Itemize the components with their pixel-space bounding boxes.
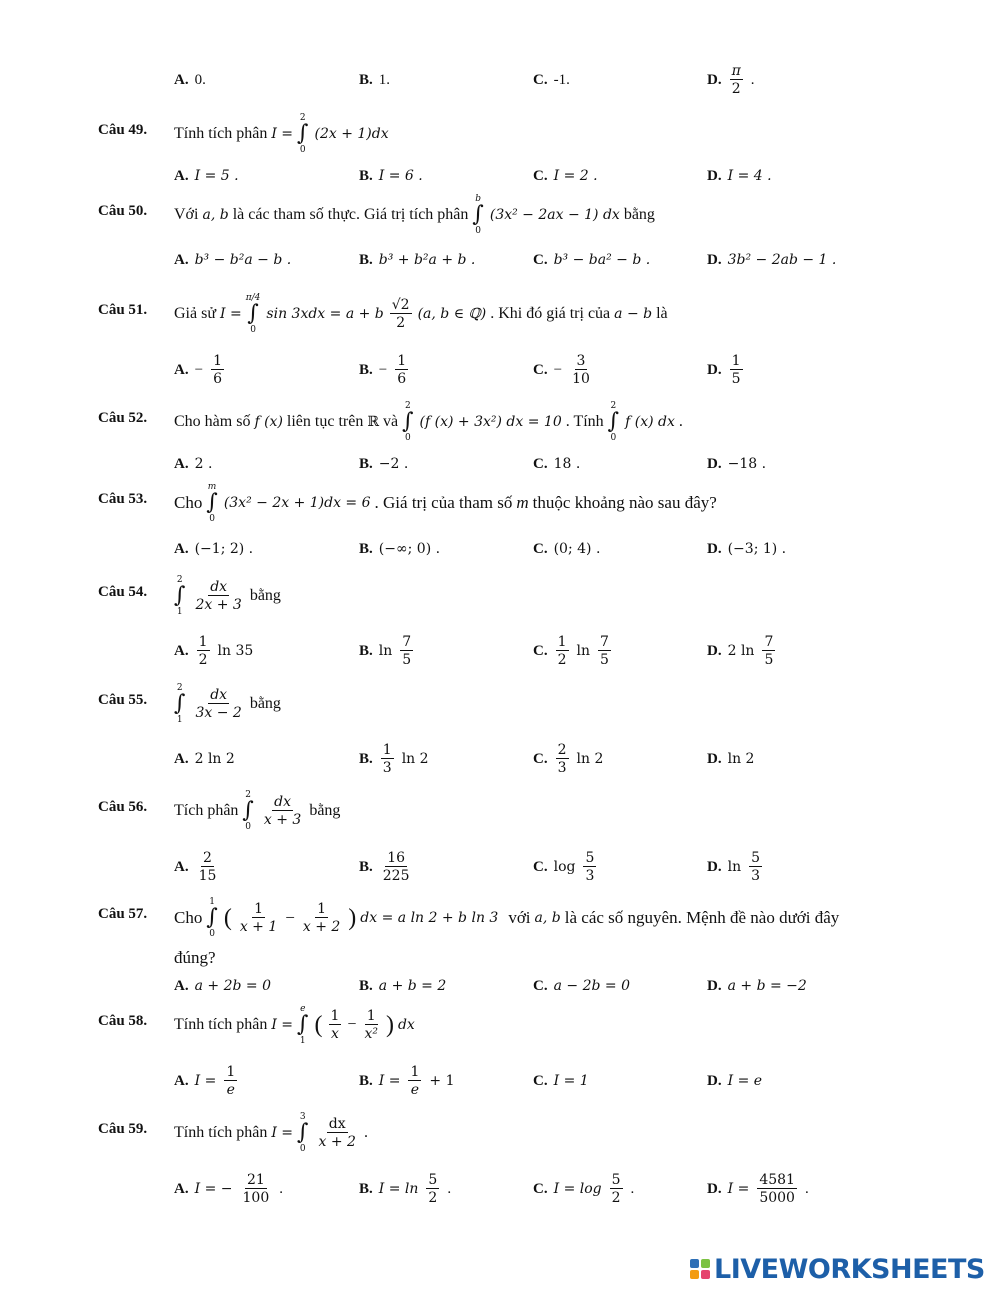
q57-option-c[interactable]: C. a − 2b = 0 — [533, 977, 630, 994]
fraction: $\frac{dx}{x + 3}$ — [263, 793, 302, 828]
fraction: $\frac{\pi}{2}$ — [731, 62, 741, 97]
fraction: $\frac{dx}{x + 2}$ — [318, 1115, 356, 1150]
q52-option-b[interactable]: B. −2 . — [359, 455, 409, 472]
question-label: Câu 54. — [98, 584, 148, 600]
q53-stem-row — [0, 483, 1000, 523]
q48-option-c[interactable]: C. -1. — [533, 71, 570, 88]
q49-option-b[interactable]: B. I = 6 . — [359, 167, 423, 184]
q51-option-a[interactable]: A. − $\frac{1}{6}$ — [174, 352, 222, 387]
q52-options — [0, 444, 1000, 484]
q54-stem-row — [0, 576, 1000, 616]
fraction: $\frac{√2}{2}$ — [391, 296, 410, 331]
q55-option-d[interactable]: D. ln 2 — [707, 750, 755, 767]
logo-text: LIVEWORKSHEETS — [714, 1253, 985, 1285]
logo-square-blue — [690, 1259, 699, 1268]
liveworksheets-logo[interactable] — [690, 1252, 985, 1286]
integral-sign: 2 ∫ 0 — [607, 401, 620, 443]
q58-option-c[interactable]: C. I = 1 — [533, 1072, 589, 1089]
q51-option-c[interactable]: C. − $\frac{3}{10}$ — [533, 352, 590, 387]
q59-options — [0, 1169, 1000, 1209]
question-stem: Cho 1 ∫ 0 ( $\frac{1}{x + 1}$ − $\frac{1}{x + 2}$ ) dx = a ln 2 + b ln 3 với a, b là các số nguyên. Mệnh đề nào dưới đây — [174, 897, 840, 939]
integral-sign: m ∫ 0 — [206, 482, 218, 524]
q59-option-c[interactable]: C. I = log $\frac{5}{2}$ . — [533, 1171, 635, 1206]
q51-options — [0, 350, 1000, 390]
q48-option-b[interactable]: B. 1. — [359, 71, 391, 88]
q50-option-c[interactable]: C. b³ − ba² − b . — [533, 251, 651, 268]
q52-stem-row — [0, 402, 1000, 442]
q49-option-a[interactable]: A. I = 5 . — [174, 167, 239, 184]
question-label: Câu 58. — [98, 1013, 148, 1029]
logo-square-orange — [690, 1270, 699, 1279]
q53-option-c[interactable]: C. (0; 4) . — [533, 540, 601, 557]
fraction: $\frac{1}{x + 2}$ — [302, 900, 341, 935]
q56-option-a[interactable]: A. $\frac{2}{15}$ — [174, 849, 217, 884]
question-label: Câu 50. — [98, 203, 148, 219]
q57-option-a[interactable]: A. a + 2b = 0 — [174, 977, 271, 994]
q55-option-c[interactable]: C. $\frac{2}{3}$ ln 2 — [533, 741, 604, 776]
q48-options — [0, 60, 1000, 100]
integral-sign: 2 ∫ 1 — [174, 575, 186, 617]
question-label: Câu 53. — [98, 491, 148, 507]
q59-option-a[interactable]: A. I = − $\frac{21}{100}$ . — [174, 1171, 283, 1206]
q51-option-d[interactable]: D. $\frac{1}{5}$ — [707, 352, 741, 387]
question-label: Câu 57. — [98, 906, 148, 922]
fraction: $\frac{1}{x}$ — [330, 1007, 340, 1042]
fraction: $\frac{1}{6}$ — [397, 352, 407, 387]
question-stem: Cho hàm số f (x) liên tục trên ℝ và 2 ∫ 0 (f (x) + 3x²) dx = 10 . Tính 2 ∫ 0 f (x) dx . — [174, 401, 683, 443]
q53-option-a[interactable]: A. (−1; 2) . — [174, 540, 254, 557]
question-stem: Tính tích phân I = e ∫ 1 ( $\frac{1}{x}$ − $\frac{1}{\text{x²}}$ ) dx — [174, 1004, 415, 1046]
q56-stem-row — [0, 791, 1000, 831]
q54-option-a[interactable]: A. $\frac{1}{2}$ ln 35 — [174, 633, 254, 668]
q49-option-d[interactable]: D. I = 4 . — [707, 167, 772, 184]
q55-stem-row — [0, 684, 1000, 724]
q57-stem-continuation: đúng? — [174, 948, 216, 967]
question-label: Câu 52. — [98, 410, 148, 426]
question-stem: Với a, b là các tham số thực. Giá trị tích phân b ∫ 0 (3x² − 2ax − 1) dx bằng — [174, 194, 655, 236]
q50-option-d[interactable]: D. 3b² − 2ab − 1 . — [707, 251, 837, 268]
q50-option-a[interactable]: A. b³ − b²a − b . — [174, 251, 292, 268]
q57-options — [0, 966, 1000, 1006]
q56-option-d[interactable]: D. ln $\frac{5}{3}$ — [707, 849, 761, 884]
q50-stem-row — [0, 195, 1000, 235]
q48-option-a[interactable]: A. 0. — [174, 71, 206, 88]
q50-option-b[interactable]: B. b³ + b²a + b . — [359, 251, 476, 268]
fraction: $\frac{1}{x + 1}$ — [239, 900, 278, 935]
q59-option-d[interactable]: D. I = $\frac{4581}{5000}$ . — [707, 1171, 809, 1206]
question-stem: 2 ∫ 1 $\frac{dx}{3x - 2}$ bằng — [174, 683, 281, 725]
q49-option-c[interactable]: C. I = 2 . — [533, 167, 598, 184]
question-stem: Giả sử I = π/4 ∫ 0 sin 3xdx = a + b $\frac{√2}{2}$ (a, b ∈ ℚ) . Khi đó giá trị của a − b là — [174, 293, 668, 335]
fraction: $\frac{3}{10}$ — [572, 352, 590, 387]
q48-option-d[interactable]: D. $\frac{\pi}{2}$ . — [707, 62, 755, 97]
fraction: $\frac{1}{5}$ — [731, 352, 741, 387]
q49-stem-row — [0, 114, 1000, 154]
q54-option-b[interactable]: B. ln $\frac{7}{5}$ — [359, 633, 412, 668]
q54-option-d[interactable]: D. 2 ln $\frac{7}{5}$ — [707, 633, 774, 668]
q59-stem-row — [0, 1113, 1000, 1153]
question-stem: Tính tích phân I = 3 ∫ 0 $\frac{dx}{x + 2}$ . — [174, 1112, 368, 1154]
question-stem: Tính tích phân I = 2 ∫ 0 (2x + 1)dx — [174, 113, 389, 155]
question-stem: 2 ∫ 1 $\frac{dx}{2x + 3}$ bằng — [174, 575, 281, 617]
fraction: $\frac{1}{\text{x²}}$ — [364, 1007, 378, 1042]
q56-options — [0, 847, 1000, 887]
q57-option-b[interactable]: B. a + b = 2 — [359, 977, 447, 994]
q58-option-b[interactable]: B. I = $\frac{1}{e}$ + 1 — [359, 1063, 455, 1098]
question-label: Câu 49. — [98, 122, 148, 138]
q53-options — [0, 529, 1000, 569]
question-label: Câu 56. — [98, 799, 148, 815]
integral-sign: b ∫ 0 — [472, 194, 484, 236]
question-stem: Tích phân 2 ∫ 0 $\frac{dx}{x + 3}$ bằng — [174, 790, 341, 832]
q58-option-a[interactable]: A. I = $\frac{1}{e}$ — [174, 1063, 236, 1098]
fraction: $\frac{1}{6}$ — [213, 352, 222, 387]
q54-options — [0, 631, 1000, 671]
q52-option-a[interactable]: A. 2 . — [174, 455, 213, 472]
q58-options — [0, 1061, 1000, 1101]
q50-options — [0, 240, 1000, 280]
q52-option-d[interactable]: D. −18 . — [707, 455, 767, 472]
q58-option-d[interactable]: D. I = e — [707, 1072, 763, 1089]
integral-sign: 2 ∫ 0 — [242, 790, 254, 832]
fraction: $\frac{dx}{3x - 2}$ — [195, 686, 242, 721]
q54-option-c[interactable]: C. $\frac{1}{2}$ ln $\frac{7}{5}$ — [533, 633, 609, 668]
q51-option-b[interactable]: B. − $\frac{1}{6}$ — [359, 352, 407, 387]
integral-sign: π/4 ∫ 0 — [245, 293, 261, 335]
integral-sign: e ∫ 1 — [297, 1004, 309, 1046]
q55-option-b[interactable]: B. $\frac{1}{3}$ ln 2 — [359, 741, 429, 776]
integral-sign: 2 ∫ 1 — [174, 683, 186, 725]
liveworksheets-logo-icon — [690, 1259, 710, 1279]
q49-options — [0, 156, 1000, 196]
question-stem: Cho m ∫ 0 (3x² − 2x + 1)dx = 6 . Giá trị của tham số m thuộc khoảng nào sau đây? — [174, 482, 717, 524]
q58-stem-row — [0, 1005, 1000, 1045]
q57-stem-row — [0, 898, 1000, 938]
q55-option-a[interactable]: A. 2 ln 2 — [174, 750, 235, 767]
question-label: Câu 51. — [98, 302, 148, 318]
q56-option-b[interactable]: B. $\frac{16}{225}$ — [359, 849, 410, 884]
q53-option-d[interactable]: D. (−3; 1) . — [707, 540, 787, 557]
q55-options — [0, 739, 1000, 779]
integral-sign: 2 ∫ 0 — [297, 113, 309, 155]
integral-sign: 1 ∫ 0 — [206, 897, 218, 939]
q59-option-b[interactable]: B. I = ln $\frac{5}{2}$ . — [359, 1171, 452, 1206]
integral-sign: 3 ∫ 0 — [297, 1112, 309, 1154]
q57-option-d[interactable]: D. a + b = −2 — [707, 977, 807, 994]
q52-option-c[interactable]: C. 18 . — [533, 455, 581, 472]
q56-option-c[interactable]: C. log $\frac{5}{3}$ — [533, 849, 595, 884]
integral-sign: 2 ∫ 0 — [402, 401, 414, 443]
question-label: Câu 55. — [98, 692, 148, 708]
logo-square-green — [701, 1259, 710, 1268]
logo-square-pink — [701, 1270, 710, 1279]
question-label: Câu 59. — [98, 1121, 148, 1137]
q51-stem-row — [0, 294, 1000, 334]
q53-option-b[interactable]: B. (−∞; 0) . — [359, 540, 441, 557]
fraction: $\frac{dx}{2x + 3}$ — [195, 578, 242, 613]
